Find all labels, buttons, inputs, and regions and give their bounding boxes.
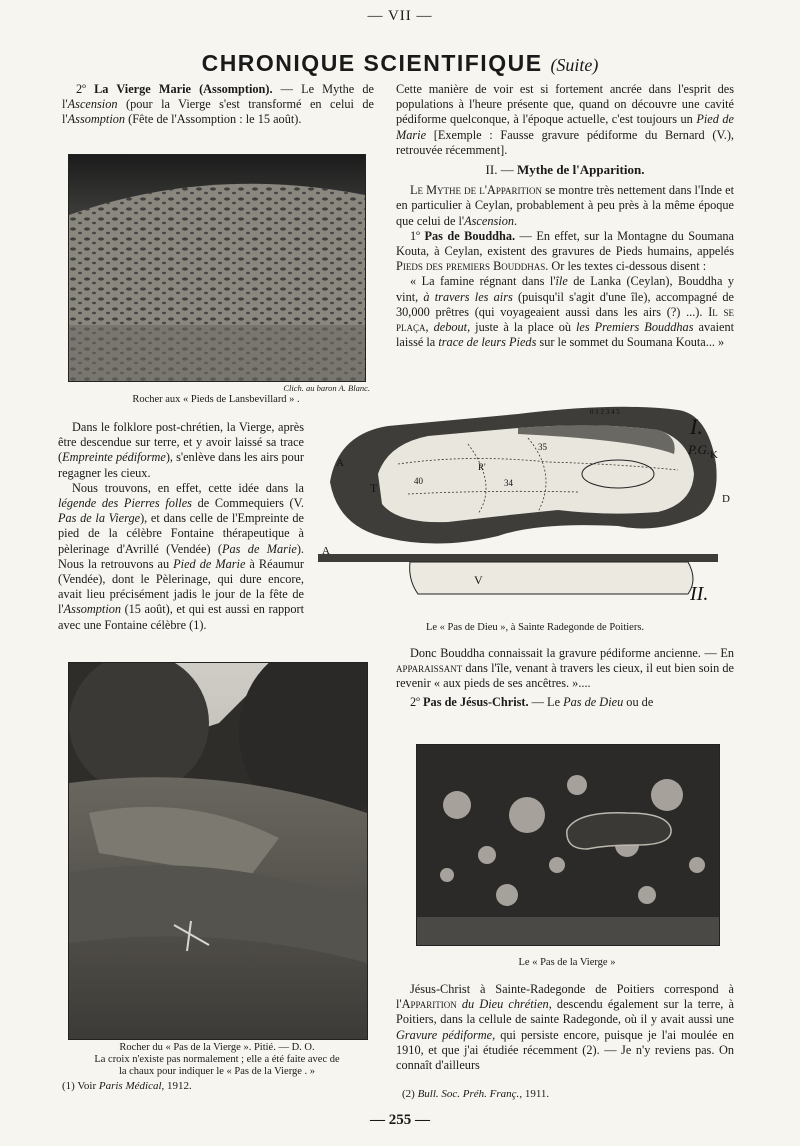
text-run-em: Ascension [67, 97, 118, 112]
text-run: dans l'île, venant à travers les cieux, il eut bien soin de revenir « aux pieds de ses ancêtres. ».... [396, 661, 734, 691]
page-title [0, 50, 800, 77]
text-run: à Réaumur (Vendée), dont le Pèlerinage, qui dure encore, avait lieu précisément jadis le jour de la fête de l' [58, 556, 304, 617]
diagram-label-ii: II. [690, 583, 709, 605]
paragraph-legendes [58, 481, 304, 633]
text-run-em: Pas de Marie [222, 541, 297, 556]
text-run: Cette manière de voir est si fortement ancrée dans l'esprit des populations à l'heure présente que, quand on découvre une cavité pédiforme quelconque, à l'époque actuelle, c'est toujours un [396, 82, 734, 127]
text-run-em: trace de leurs Pieds [438, 335, 537, 350]
text-run-em: debout [433, 320, 468, 335]
paragraph-donc-bouddha [396, 646, 734, 692]
text-run-em: Pied de Marie [396, 112, 734, 142]
diagram-pas-de-dieu [318, 404, 738, 614]
text-run-sc: apparaissant [396, 661, 463, 676]
text-run: . Or les textes ci-dessous disent : [545, 259, 707, 274]
text-run-em: Bull. Soc. Préh. Franç. [417, 1088, 520, 1100]
text-run: ). Nous la retrouvons au [58, 541, 304, 571]
text-run: , qui persiste encore, puisque je l'ai moulée en 1910, et que j'ai étudiée récemment (2). — Je n'y reviens pas. On connaît d'ailleurs [396, 1027, 734, 1073]
text-run-sc: Pieds des premiers Bouddhas [396, 259, 546, 274]
diagram-caption: Le « Pas de Dieu », à Sainte Radegonde de Poitiers. [425, 622, 645, 633]
heading-text: Mythe de l'Apparition. [516, 162, 645, 178]
right-bottom-text [396, 982, 734, 1073]
text-run: . [514, 213, 518, 228]
photo-caption-rocher [68, 1042, 366, 1078]
text-run-sc: Il se plaça [396, 304, 734, 335]
paragraph-pas-bouddha [396, 229, 734, 275]
text-run-em: Paris Médical [98, 1080, 162, 1092]
diagram-label-k: K [710, 449, 718, 461]
text-run: ou de [623, 694, 654, 709]
heading-number: II. — [485, 162, 514, 178]
text-run: de Lanka (Ceylan), Bouddha y vint, [396, 274, 734, 304]
text-run: , 1911. [519, 1088, 550, 1100]
caption-line: La croix n'existe pas normalement ; elle a été faite avec de [94, 1054, 340, 1065]
text-run-em: légende des Pierres folles [58, 496, 192, 511]
diagram-label-35: 35 [538, 442, 547, 452]
text-run: [Exemple : Fausse gravure pédiforme du Bernard (V.), retrouvée récemment]. [396, 127, 734, 157]
photo-lansbevillard [68, 154, 366, 382]
text-run: Donc Bouddha connaissait la gravure pédiforme ancienne. — En [410, 646, 734, 660]
photo-credit: Clich. au baron A. Blanc. [283, 383, 370, 393]
page-number: — 255 — [370, 1112, 430, 1128]
diagram-label-v: V [474, 573, 483, 587]
paragraph-maniere [396, 82, 734, 158]
text-run: (Fête de l'Assomption : le 15 août). [125, 112, 302, 127]
paragraph-assomption [62, 82, 374, 128]
text-run-em: Pas de Dieu [563, 694, 624, 709]
diagram-label-i: I. [690, 414, 703, 439]
diagram-drawing [318, 404, 738, 614]
photo-caption-lansbevillard: Rocher aux « Pieds de Lansbevillard » . [132, 394, 300, 405]
text-run: — En effet, sur la Montagne du Soumana Kouta, à Ceylan, existent des gravures de Pieds humains, appelés [396, 228, 735, 259]
text-run-em: Ascension [464, 213, 514, 228]
text-run-em: du Dieu chrétien [456, 997, 549, 1012]
paragraph-pas-jesus [396, 695, 734, 710]
page-roman-numeral: — VII — [367, 8, 433, 24]
text-run-sc: Le Mythe de l'Apparition [410, 183, 543, 198]
text-run-em: Gravure pédiforme [396, 1027, 493, 1042]
footnote-2 [402, 1088, 732, 1100]
text-run-em: à travers les airs [423, 289, 513, 304]
text-run: , descendu également sur la terre, à Poitiers, dans la cellule de sainte Radegonde, où il y avait aussi une [396, 997, 734, 1027]
right-top-text [396, 82, 734, 350]
text-run: (15 août), et qui est aussi en rapport avec une Fontaine célèbre (1). [58, 602, 304, 632]
item-heading: Pas de Jésus-Christ. [423, 694, 529, 709]
text-run: , 1912. [161, 1080, 192, 1092]
item-heading: Pas de Bouddha. [424, 228, 516, 243]
rock-photo-image [69, 155, 365, 381]
text-run-em: Pas de la Vierge [58, 511, 141, 526]
text-run: Jésus-Christ à Sainte-Radegonde de Poitiers correspond à l' [396, 982, 734, 1012]
diagram-label-40: 40 [414, 476, 423, 486]
text-run: de Commequiers (V. [191, 496, 304, 511]
footprint-photo-image [417, 745, 719, 945]
diagram-label-a: A [336, 457, 344, 469]
text-run: avaient laissé la [396, 320, 735, 350]
text-run-em: les Premiers Bouddhas [576, 320, 694, 335]
text-run: (pour la Vierge s'est transformé en celui de l' [62, 97, 374, 127]
diagram-label-a2: A [322, 545, 330, 557]
text-run-sc: Apparition [401, 997, 457, 1012]
item-number: 2º [410, 694, 420, 709]
diagram-label-34: 34 [504, 478, 513, 488]
left-top-text [62, 82, 374, 128]
text-run: — Le [528, 694, 564, 709]
text-run: Nous trouvons, en effet, cette idée dans la [72, 480, 304, 495]
text-run: se montre très nettement dans l'Inde et en particulier à Ceylan, probablement à peu près à la même époque que celui de l' [396, 183, 734, 228]
text-run: ), et dans celle de l'Empreinte de pied de la célèbre Fontaine thérapeutique à pèlerinage d'Avrillé (Vendée) ( [58, 511, 304, 556]
text-run: — Le Mythe de l' [62, 82, 375, 112]
text-run: , [425, 320, 434, 335]
text-run: Dans le folklore post-chrétien, la Vierge, après être descendue sur terre, et y avoir laissé sa trace ( [58, 420, 304, 465]
right-mid-text [396, 646, 734, 710]
text-run: , juste à la place où [467, 320, 576, 335]
landscape-photo-image [69, 663, 367, 1039]
text-run-em: Pied de Marie [173, 556, 246, 571]
paragraph-folklore [58, 420, 304, 481]
diagram-label-pg: P.G. [688, 442, 711, 457]
title-text: CHRONIQUE SCIENTIFIQUE [201, 50, 543, 76]
item-number: 2º [76, 82, 86, 96]
footnote-1 [62, 1080, 362, 1092]
text-run: ), s'enlève dans les airs pour regagner les cieux. [58, 450, 305, 480]
item-heading: La Vierge Marie (Assomption). [94, 82, 273, 96]
section-heading-apparition [396, 162, 734, 177]
diagram-label-t: T [370, 481, 378, 495]
paragraph-mythe-apparition [396, 183, 734, 229]
diagram-label-r: R' [478, 462, 486, 472]
diagram-label-d: D [722, 493, 730, 505]
diagram-scale: 0 1 2 3 4 5 [590, 408, 620, 416]
text-run: (1) Voir [62, 1080, 99, 1092]
paragraph-citation-lanka [396, 274, 734, 350]
photo-rocher-pas-vierge [68, 662, 368, 1040]
paragraph-sainte-radegonde [396, 982, 734, 1073]
text-run-em: Empreinte pédiforme [62, 450, 166, 465]
text-run: « La famine régnant dans l' [410, 274, 556, 289]
text-run: (puisqu'il s'agit d'une île), accompagné de 30,000 prêtres (qui voyageaient aussi dans les airs (?) ...). [396, 289, 734, 319]
item-number: 1º [410, 228, 420, 243]
text-run-em: île [555, 274, 568, 289]
photo-caption-pas-vierge: Le « Pas de la Vierge » [518, 957, 616, 968]
text-run: sur le sommet du Soumana Kouta... » [536, 335, 725, 350]
caption-line: la chaux pour indiquer le « Pas de la Vierge . » [118, 1066, 316, 1077]
text-run-em: Assomption [63, 602, 122, 617]
text-run: (2) [402, 1088, 418, 1100]
text-run-em: Assomption [67, 112, 126, 127]
title-suite: (Suite) [550, 55, 599, 75]
caption-line: Rocher du « Pas de la Vierge ». Pitié. — D. O. [119, 1042, 315, 1053]
left-mid-text [58, 420, 304, 633]
photo-pas-vierge-footprint [416, 744, 720, 946]
